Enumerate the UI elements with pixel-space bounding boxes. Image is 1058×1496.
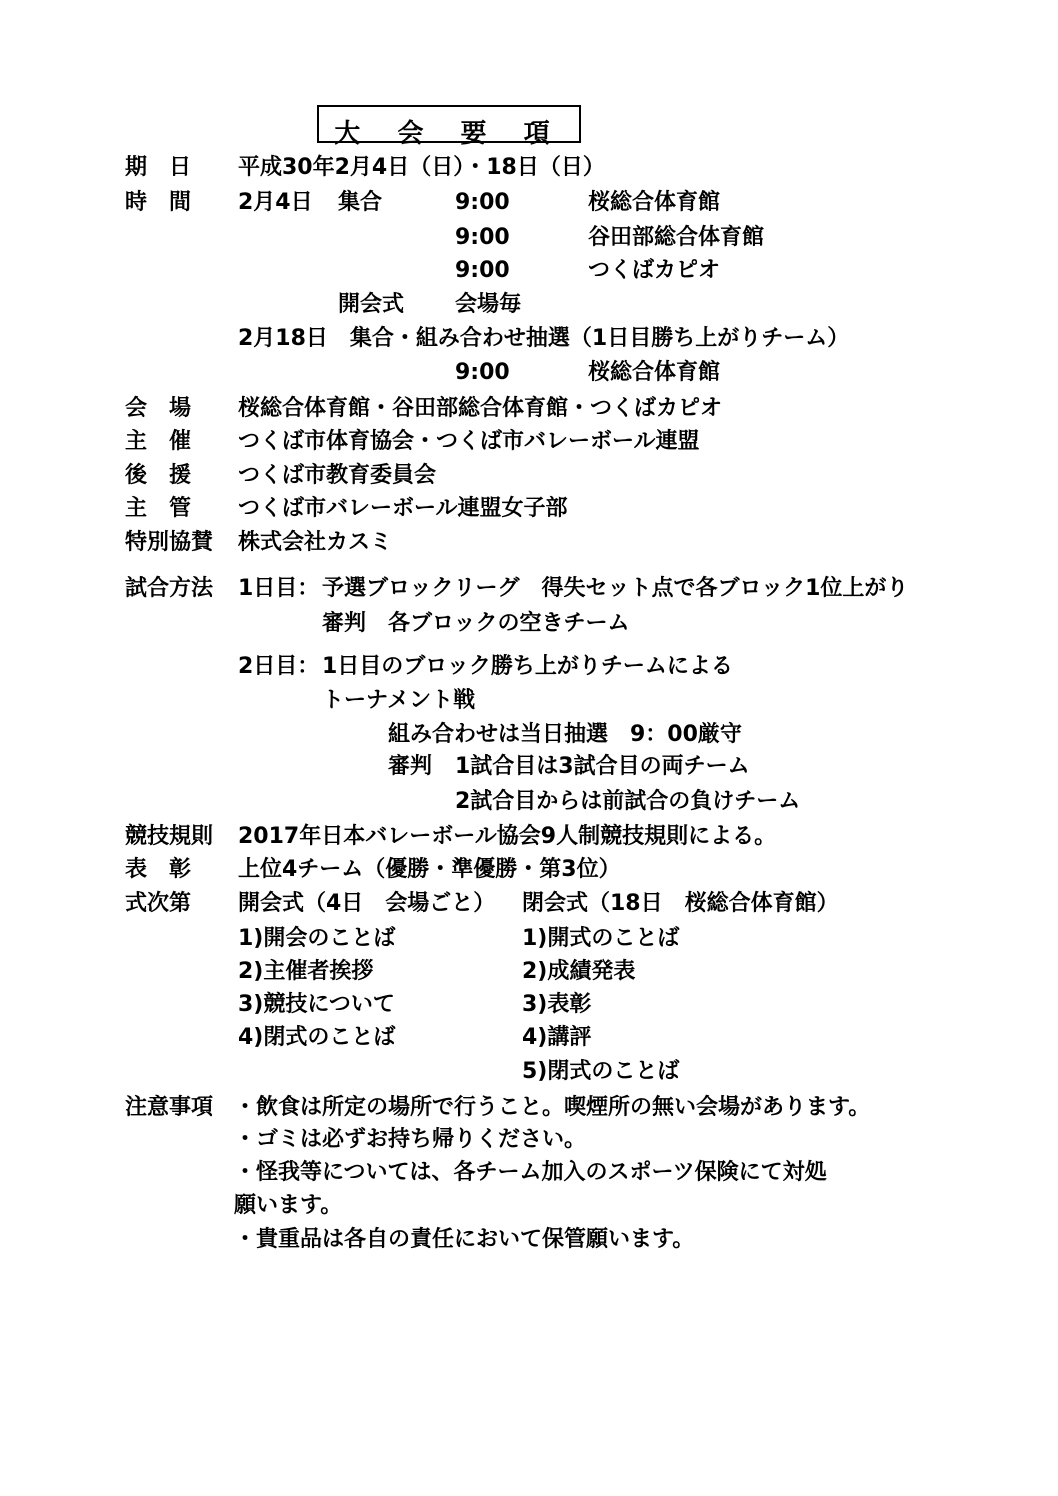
venue-value: 桜総合体育館・谷田部総合体育館・つくばカピオ [238,396,723,421]
time-label: 時 間 [125,190,192,215]
notes-line: ・ゴミは必ずお持ち帰りください。 [234,1127,587,1152]
dates-label: 期 日 [125,155,192,180]
match-day2-label: 2日目： [238,654,320,679]
notes-line: ・怪我等については、各チーム加入のスポーツ保険にて対処 [234,1160,827,1185]
match-day2-ref2: 2試合目からは前試合の負けチーム [455,789,801,814]
support-value: つくば市教育委員会 [238,463,437,488]
closing-ceremony-head: 閉会式（18日 桜総合体育館） [522,891,839,916]
organizer-label: 主 催 [125,429,192,454]
day1-date: 2月4日 [238,190,313,215]
day1-time-2: 9:00 [455,225,510,250]
opening-item: 3)競技について [238,992,395,1017]
manager-label: 主 管 [125,496,192,521]
day1-time-1: 9:00 [455,190,510,215]
opening-item: 4)閉式のことば [238,1025,396,1050]
organizer-value: つくば市体育協会・つくば市バレーボール連盟 [238,429,700,454]
day2-line: 2月18日 集合・組み合わせ抽選（1日目勝ち上がりチーム） [238,326,850,351]
match-label: 試合方法 [125,576,214,601]
sponsor-value: 株式会社カスミ [238,530,393,555]
day2-venue: 桜総合体育館 [588,360,721,385]
match-day2-line2: トーナメント戦 [322,688,476,713]
venue-label: 会 場 [125,396,192,421]
match-day2-ref-label: 審判 [388,754,433,779]
closing-item: 4)講評 [522,1025,592,1050]
match-day1-label: 1日目： [238,576,320,601]
ceremony-label: 式次第 [125,891,192,916]
sponsor-label: 特別協賛 [125,530,214,555]
manager-value: つくば市バレーボール連盟女子部 [238,496,568,521]
rules-value: 2017年日本バレーボール協会9人制競技規則による。 [238,824,777,849]
notes-line: ・飲食は所定の場所で行うこと。喫煙所の無い会場があります。 [234,1095,871,1120]
match-day2-line3: 組み合わせは当日抽選 9：00厳守 [388,722,742,747]
day1-venue-3: つくばカピオ [588,258,721,283]
notes-line: 願います。 [234,1193,343,1218]
opening-label: 開会式 [338,292,405,317]
notes-label: 注意事項 [125,1095,214,1120]
page-title: 大 会 要 項 [334,119,564,149]
dates-value: 平成30年2月4日（日）・18日（日） [238,155,605,180]
opening-item: 1)開会のことば [238,926,396,951]
closing-item: 5)閉式のことば [522,1059,680,1084]
support-label: 後 援 [125,463,192,488]
awards-value: 上位4チーム（優勝・準優勝・第3位） [238,857,621,882]
closing-item: 3)表彰 [522,992,592,1017]
title-box [317,105,581,149]
opening-item: 2)主催者挨拶 [238,959,374,984]
opening-ceremony-head: 開会式（4日 会場ごと） [238,891,496,916]
rules-label: 競技規則 [125,824,214,849]
match-day2-ref1: 1試合目は3試合目の両チーム [455,754,750,779]
match-day1-line2: 審判 各ブロックの空きチーム [322,611,630,636]
day1-event: 集合 [338,190,383,215]
day1-venue-1: 桜総合体育館 [588,190,721,215]
day1-time-3: 9:00 [455,258,510,283]
match-day2-line1: 1日目のブロック勝ち上がりチームによる [322,654,733,679]
closing-item: 2)成績発表 [522,959,636,984]
awards-label: 表 彰 [125,857,192,882]
notes-line: ・貴重品は各自の責任において保管願います。 [234,1227,695,1252]
day2-time: 9:00 [455,360,510,385]
day1-venue-2: 谷田部総合体育館 [588,225,765,250]
opening-venue: 会場毎 [455,292,522,317]
closing-item: 1)開式のことば [522,926,680,951]
match-day1-line1: 予選ブロックリーグ 得失セット点で各ブロック1位上がり [322,576,909,601]
